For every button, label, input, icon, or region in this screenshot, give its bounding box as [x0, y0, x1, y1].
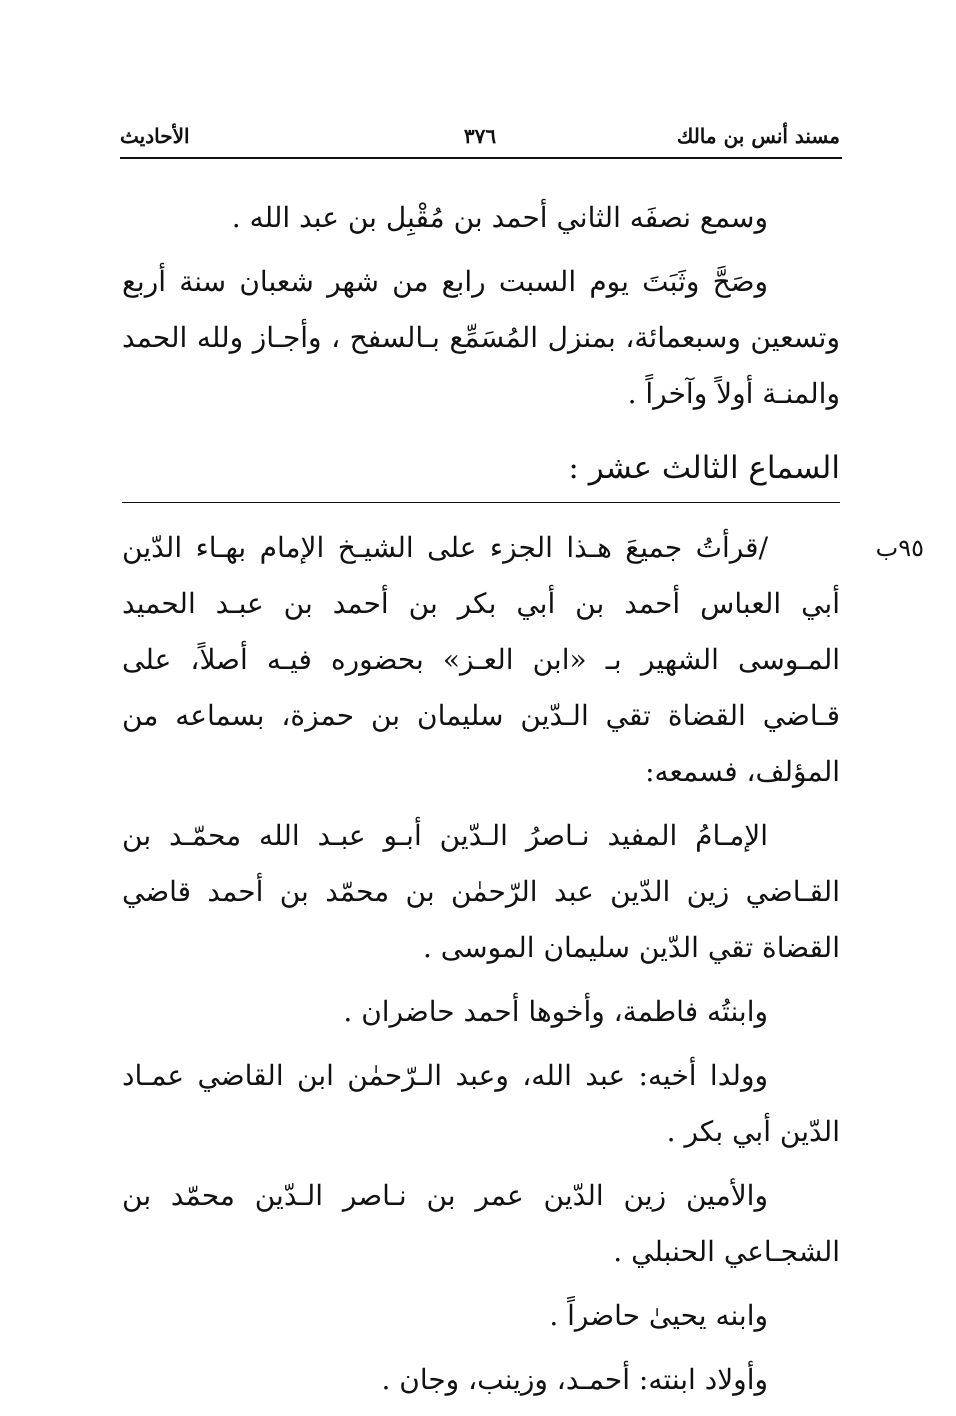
paragraph-with-margin-note: [122, 520, 924, 800]
paragraph: وصَحَّ وثَبَتَ يوم السبت رابع من شهر شعبان سنة أربع وتسعين وسبعمائة، بمنزل المُسَمِّع بـالسفح ، وأجـاز ولله الحمد والمنـة أولاً وآخراً .: [122, 265, 840, 410]
book-title: مسند أنس بن مالك: [676, 124, 840, 148]
main-text: [122, 190, 924, 1416]
paragraph: وسمع نصفَه الثاني أحمد بن مُقْبِل بن عبد الله .: [231, 201, 768, 234]
section-heading: السماع الثالث عشر :: [568, 450, 840, 486]
paragraph: /قرأتُ جميعَ هـذا الجزء على الشيـخ الإمام بهـاء الدّين أبي العباس أحمد بن أبي بكر بن أحمد بن عبـد الحميد المـوسى الشهير بـ «ابن العـز» بحضوره فيـه أصلاً، على قـاضي القضاة تقي الـدّين سليمان بن حمزة، بسماعه من المؤلف، فسمعه:: [122, 531, 840, 788]
paragraph: الإمـامُ المفيد نـاصرُ الـدّين أبـو عبـد الله محمّـد بن القـاضي زين الدّين عبد الرّحمٰن بن محمّد بن أحمد قاضي القضاة تقي الدّين سليمان الموسى .: [122, 819, 840, 964]
paragraph: والأمين زين الدّين عمر بن نـاصر الـدّين محمّد بن الشجـاعي الحنبلي .: [122, 1179, 840, 1268]
section-heading-block: [122, 440, 840, 504]
paragraph: وابنه يحيىٰ حاضراً .: [549, 1299, 768, 1332]
heading-underline: [122, 502, 840, 503]
paragraph: وأولاد ابنته: أحمـد، وزينب، وجان .: [381, 1363, 768, 1396]
margin-folio-note: ٩٥ب: [875, 534, 924, 562]
running-header: [120, 120, 840, 156]
paragraph: وولدا أخيه: عبد الله، وعبد الـرّحمٰن ابن القاضي عمـاد الدّين أبي بكر .: [122, 1059, 840, 1148]
header-divider: [120, 157, 842, 159]
paragraph: وابنتُه فاطمة، وأخوها أحمد حاضران .: [343, 995, 768, 1028]
page-number: ٣٧٦: [463, 124, 497, 148]
section-title: الأحاديث: [120, 124, 190, 148]
